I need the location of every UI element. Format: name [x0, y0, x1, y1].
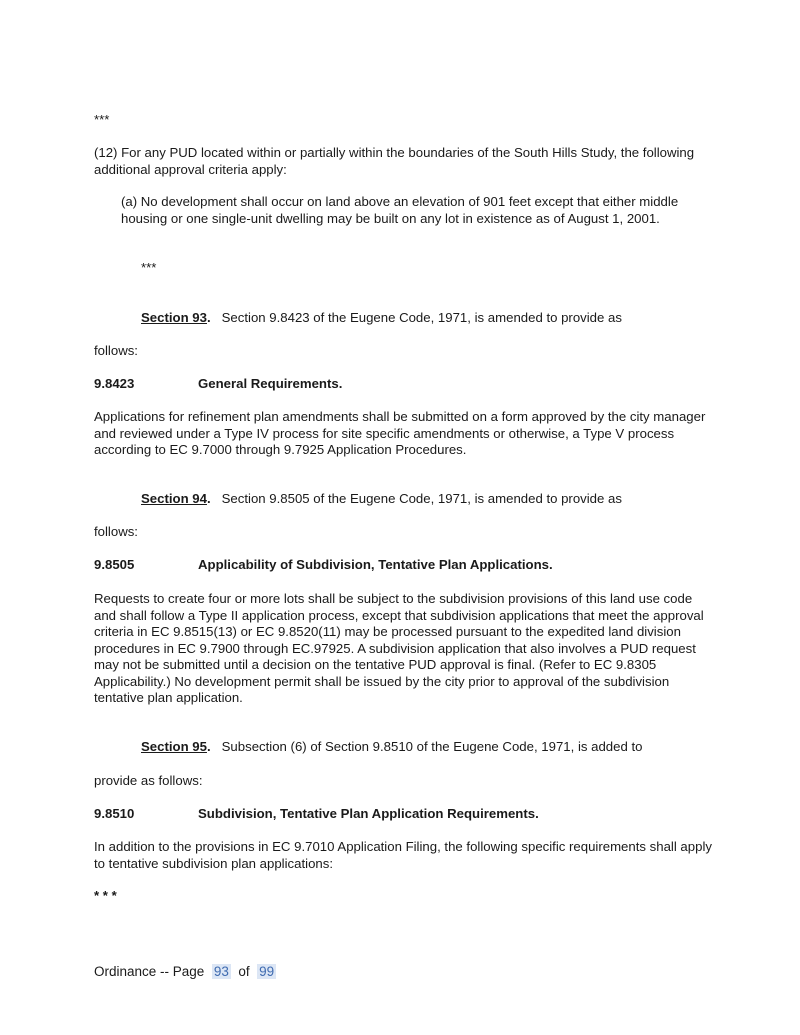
item-12a-paragraph: (a) No development shall occur on land above an elevation of 901 feet except that either middle housing or one single-unit dwelling may be built on any lot in existence as of August 1, 2001.: [121, 194, 679, 226]
section-95-label: Section 95: [141, 739, 207, 754]
section-95-intro-text: Subsection (6) of Section 9.8510 of the Eugene Code, 1971, is added to: [221, 739, 643, 754]
heading-title: Applicability of Subdivision, Tentative Plan Applications.: [198, 557, 553, 572]
footer-of: of: [238, 964, 250, 979]
section-95-body: In addition to the provisions in EC 9.7010 Application Filing, the following specific requirements shall apply to tentative subdivision plan applications:: [94, 839, 712, 871]
section-94-body: Requests to create four or more lots shall be subject to the subdivision provisions of this land use code and shall follow a Type II application process, except that subdivision applications that meet the approval criteria in EC 9.8515(13) or EC 9.8520(11) may be processed pursuant to the expedited land division procedures in EC 9.7900 through EC.97925. A subdivision application that also involves a PUD request may not be submitted until a decision on the tentative PUD approval is final. (Refer to EC 9.8305 Applicability.) No development permit shall be issued by the city prior to approval of the subdivision tentative plan application.: [94, 591, 704, 705]
code-number: 9.8505: [94, 557, 135, 572]
omission-marker: ***: [94, 112, 110, 127]
section-94-continuation: follows:: [94, 524, 138, 539]
item-12-paragraph: (12) For any PUD located within or partially within the boundaries of the South Hills Study, the following additional approval criteria apply:: [94, 145, 695, 177]
section-93-body: Applications for refinement plan amendments shall be submitted on a form approved by the city manager and reviewed under a Type IV process for site specific amendments or otherwise, a Type V process according to EC 9.7000 through 9.7925 Application Procedures.: [94, 409, 706, 457]
heading-title: Subdivision, Tentative Plan Application Requirements.: [198, 806, 539, 821]
end-omission-marker: * * *: [94, 888, 117, 903]
page-footer: [94, 964, 714, 981]
section-94-label: Section 94: [141, 491, 207, 506]
omission-marker: ***: [141, 260, 157, 275]
total-page-count: 99: [259, 964, 275, 979]
code-number: 9.8510: [94, 806, 135, 821]
section-95-intro: Section 95. Subsection (6) of Section 9.8510 of the Eugene Code, 1971, is added to: [141, 739, 643, 754]
section-95-heading: [94, 806, 714, 823]
section-93-heading: [94, 376, 714, 393]
section-95-continuation: provide as follows:: [94, 773, 203, 788]
section-93-intro: Section 93. Section 9.8423 of the Eugene Code, 1971, is amended to provide as: [141, 310, 622, 325]
section-94-intro-text: Section 9.8505 of the Eugene Code, 1971, is amended to provide as: [221, 491, 622, 506]
section-94-intro: Section 94. Section 9.8505 of the Eugene Code, 1971, is amended to provide as: [141, 491, 622, 506]
document-page: [94, 0, 714, 1035]
footer-prefix: Ordinance -- Page: [94, 964, 205, 979]
heading-title: General Requirements.: [198, 376, 343, 391]
current-page-number: 93: [213, 964, 229, 979]
code-number: 9.8423: [94, 376, 135, 391]
section-93-continuation: follows:: [94, 343, 138, 358]
section-93-label: Section 93: [141, 310, 207, 325]
section-93-intro-text: Section 9.8423 of the Eugene Code, 1971, is amended to provide as: [221, 310, 622, 325]
section-94-heading: [94, 557, 714, 574]
